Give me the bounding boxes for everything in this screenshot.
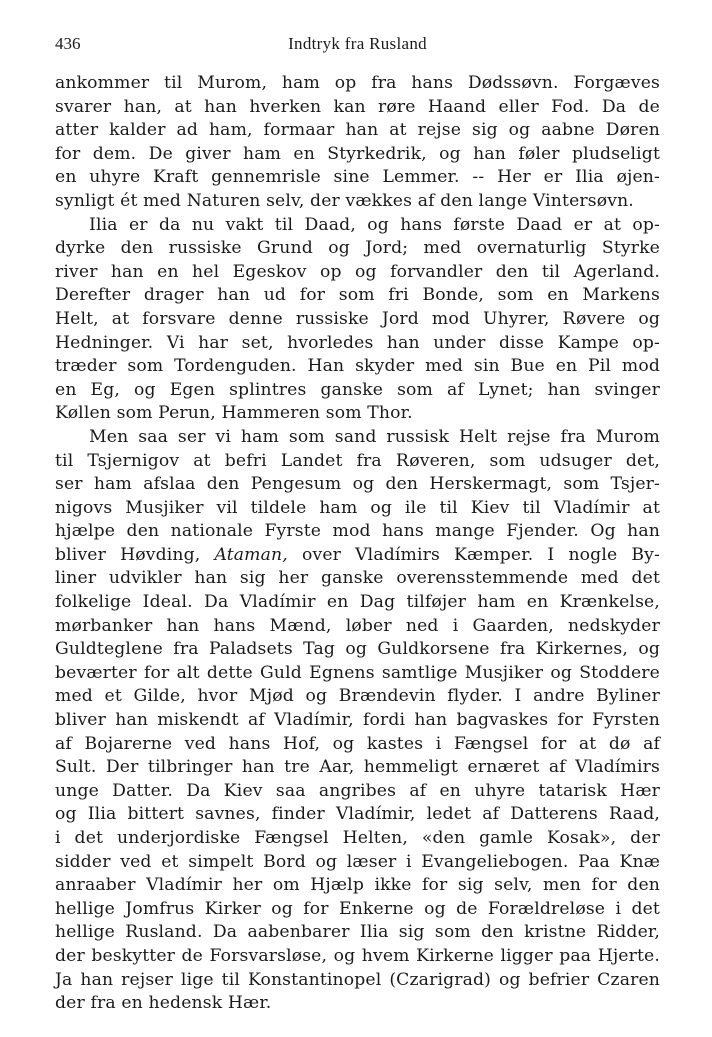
text-line [55,685,660,709]
text-line-content: unge Datter. Da Kiev saa angribes af en uhyre tatarisk Hær [55,780,660,801]
text-line [55,756,660,780]
text-line [55,402,660,426]
text-line [55,520,660,544]
text-line [55,497,660,521]
text-line-content: Ilia er da nu vakt til Daad, og hans første Daad er at op- [89,214,660,235]
text-line-content: beværter for alt dette Guld Egnens samtlige Musjiker og Stoddere [55,662,660,683]
text-line-content: dyrke den russiske Grund og Jord; med overnaturlig Styrke [55,238,660,259]
text-line [55,803,660,827]
text-line [55,851,660,875]
body-text [55,72,660,1016]
text-line-content: liner udvikler han sig her ganske overensstemmende med det [55,568,660,589]
text-line-content: Guldteglene fra Paladsets Tag og Guldkorsene fra Kirkernes, og [55,639,660,660]
running-head: Indtryk fra Rusland [288,34,427,53]
text-line-continuation: over Vladímirs Kæmper. I nogle By- [301,544,660,565]
text-line [55,921,660,945]
text-line-content: bliver han miskendt af Vladímir, fordi han bagvaskes for Fyrsten [55,710,660,731]
text-line [55,473,660,497]
text-line-content: mørbanker han hans Mænd, løber ned i Gaarden, nedskyder [55,615,660,636]
text-line [55,426,660,450]
text-line [55,992,660,1016]
text-line-content: og Ilia bittert savnes, finder Vladímir, ledet af Datterens Raad, [55,804,660,825]
page-number: 436 [55,34,81,53]
text-line [55,827,660,851]
text-line-content: river han en hel Egeskov op og forvandler den til Agerland. [55,261,660,282]
text-line-content: Ja han rejser lige til Konstantinopel (Czarigrad) og befrier Czaren [55,969,660,990]
text-line-content: træder som Tordenguden. Han skyder med sin Bue en Pil mod [55,356,660,377]
text-line [55,969,660,993]
text-line-content: i det underjordiske Fængsel Helten, «den gamle Kosak», der [55,828,660,848]
text-line [55,143,660,167]
text-line [55,214,660,238]
text-line [55,332,660,356]
text-line [55,780,660,804]
text-line [55,96,660,120]
text-line-content: folkelige Ideal. Da Vladímir en Dag tilføjer ham en Krænkelse, [55,592,660,613]
text-line-content: Køllen som Perun, Hammeren som Thor. [55,403,413,424]
text-line [55,709,660,733]
text-line-content: en uhyre Kraft gennemrisle sine Lemmer. -- Her er Ilia øjen- [55,167,660,188]
text-line-content: atter kalder ad ham, formaar han at rejse sig og aabne Døren [55,120,660,141]
text-line [55,898,660,922]
text-line [55,945,660,969]
text-line [55,733,660,757]
text-line [55,119,660,143]
text-line-content: bliver Høvding, [55,544,201,565]
text-line-content: hellige Rusland. Da aabenbarer Ilia sig som den kristne Ridder, [55,922,660,943]
page-header [55,34,660,58]
text-line [55,261,660,285]
text-line-content: nigovs Musjiker vil tildele ham og ile til Kiev til Vladímir at [55,497,660,518]
text-line-content: med et Gilde, hvor Mjød og Brændevin flyder. I andre Byliner [55,686,660,707]
text-line-content: hellige Jomfrus Kirker og for Enkerne og de Forældreløse i det [55,898,660,919]
text-line [55,284,660,308]
italic-term: Ataman, [214,544,288,565]
text-line [55,72,660,96]
text-line-content: synligt ét med Naturen selv, der vækkes af den lange Vintersøvn. [55,190,634,211]
text-line-content: anraaber Vladímir her om Hjælp ikke for sig selv, men for den [55,875,660,896]
text-line [55,379,660,403]
text-line [55,638,660,662]
text-line [55,190,660,214]
text-line [55,355,660,379]
text-line [55,308,660,332]
text-line [55,615,660,639]
text-line [55,450,660,474]
text-line-content: Men saa ser vi ham som sand russisk Helt rejse fra Murom [89,426,660,447]
text-line [55,662,660,686]
text-line-content: sidder ved et simpelt Bord og læser i Evangeliebogen. Paa Knæ [55,851,660,872]
text-line-content: Hedninger. Vi har set, hvorledes han under disse Kampe op- [55,332,660,353]
text-line [55,166,660,190]
text-line-content: der beskytter de Forsvarsløse, og hvem Kirkerne ligger paa Hjerte. [55,945,660,966]
text-line [55,237,660,261]
text-line-content: ser ham afslaa den Pengesum og den Herskermagt, som Tsjer- [55,474,660,495]
text-line-content: ankommer til Murom, ham op fra hans Dødssøvn. Forgæves [55,73,660,93]
text-line-content: en Eg, og Egen splintres ganske som af Lynet; han svinger [55,379,660,400]
text-line-content: Helt, at forsvare denne russiske Jord mod Uhyrer, Røvere og [55,308,660,329]
text-line [55,544,660,568]
text-line [55,591,660,615]
text-line [55,874,660,898]
text-line-content: til Tsjernigov at befri Landet fra Røveren, som udsuger det, [55,450,660,471]
text-line [55,567,660,591]
text-line-content: svarer han, at han hverken kan røre Haand eller Fod. Da de [55,96,660,117]
text-line-content: Sult. Der tilbringer han tre Aar, hemmeligt ernæret af Vladímirs [55,757,660,778]
text-line-content: der fra en hedensk Hær. [55,993,272,1014]
text-line-content: for dem. De giver ham en Styrkedrik, og han føler pludseligt [55,143,660,164]
text-line-content: Derefter drager han ud for som fri Bonde, som en Markens [55,285,660,306]
text-line-content: af Bojarerne ved hans Hof, og kastes i Fængsel for at dø af [55,733,660,754]
text-line-content: hjælpe den nationale Fyrste mod hans mange Fjender. Og han [55,521,660,542]
